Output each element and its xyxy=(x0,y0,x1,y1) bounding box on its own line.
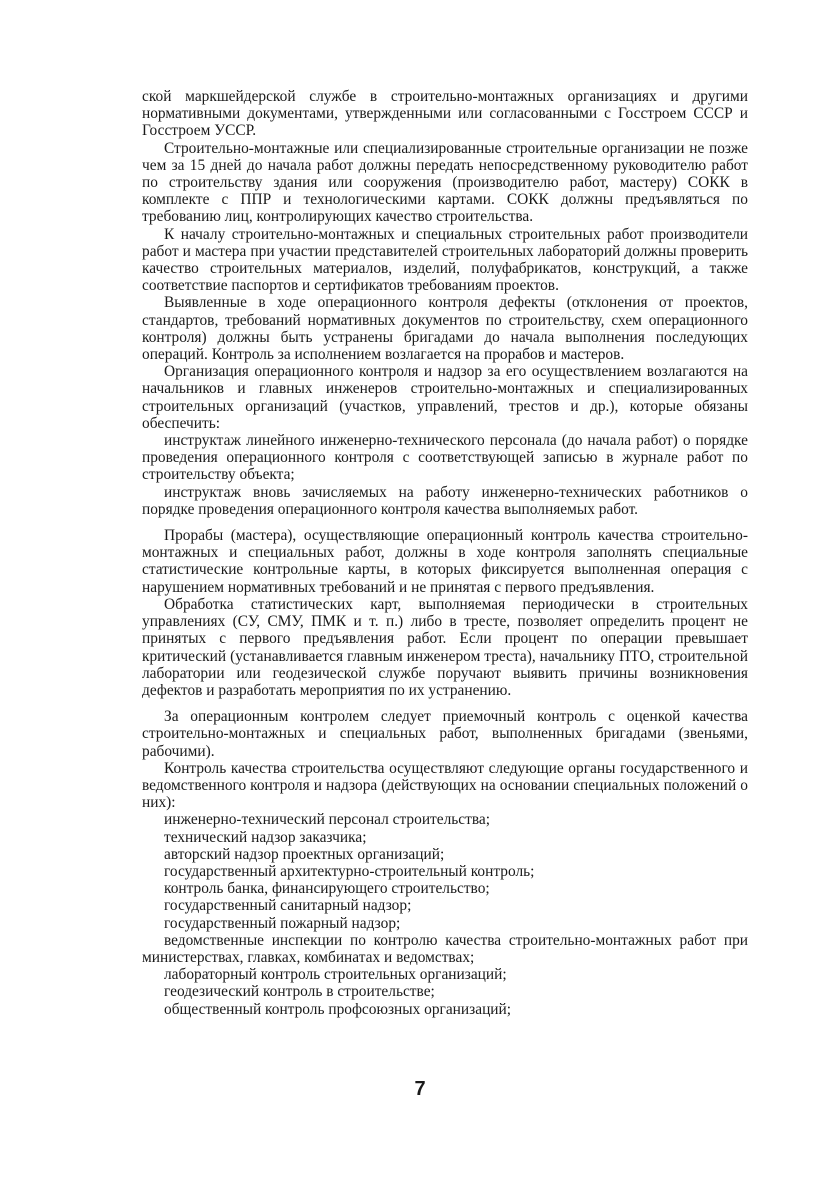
list-item: геодезический контроль в строительстве; xyxy=(164,983,435,1001)
paragraph-material-check: К началу строительно-монтажных и специальных строительных работ производители работ и мастера при участии представителей строительных лабораторий должны проверить качество строительных материалов, изделий, полуфабрикатов, конструкций, а также соответствие паспортов и сертификатов требованиям проектов. xyxy=(142,225,748,295)
paragraph-continuation: ской маркшейдерской службе в строительно-монтажных организациях и другими нормативными документами, утвержденными или согласованными с Госстроем СССР и Госстроем УССР. xyxy=(142,88,748,140)
paragraph-defects: Выявленные в ходе операционного контроля дефекты (отклонения от проектов, стандартов, требований нормативных документов по строительству, схем операционного контроля) должны быть устранены бригадами до начала выполнения последующих операций. Контроль за исполнением возлагается на прорабов и мастеров. xyxy=(142,294,748,364)
page-number: 7 xyxy=(414,1078,426,1100)
list-item: государственный пожарный надзор; xyxy=(164,914,401,932)
list-item: государственный санитарный надзор; xyxy=(164,897,412,915)
paragraph-control-bodies: Контроль качества строительства осуществляют следующие органы государственного и ведомственного контроля и надзора (действующих на основании специальных положений о них): xyxy=(142,759,748,812)
list-item: инженерно-технический персонал строительства; xyxy=(164,811,491,829)
paragraph-organization: Организация операционного контроля и надзор за его осуществлением возлагаются на начальников и главных инженеров строительно-монтажных и специализированных строительных организаций (участков, управлений, трестов и др.), которые обязаны обеспечить: xyxy=(142,363,748,432)
paragraph-instruction-new: инструктаж вновь зачисляемых на работу инженерно-технических работников о порядке проведения операционного контроля качества выполняемых работ. xyxy=(142,483,748,518)
control-bodies-list xyxy=(142,811,748,1017)
list-item: общественный контроль профсоюзных организаций; xyxy=(164,1000,512,1018)
paragraph-statistics: Обработка статистических карт, выполняемая периодически в строительных управлениях (СУ, СМУ, ПМК и т. п.) либо в тресте, позволяет определить процент не принятых с первого предъявления работ. Если процент по операции превышает критический (устанавливается главным инженером треста), начальнику ПТО, строительной лаборатории или геодезической службе поручают выявить причины возникновения дефектов и разработать мероприятия по их устранению. xyxy=(142,595,748,699)
body-text xyxy=(142,88,748,1018)
list-item: технический надзор заказчика; xyxy=(164,828,367,846)
list-item: авторский надзор проектных организаций; xyxy=(164,845,445,863)
paragraph-foremen: Прорабы (мастера), осуществляющие операционный контроль качества строительно-монтажных и специальных работ, должны в ходе контроля заполнять специальные статистические контрольные карты, в которых фиксируется выполненная операция с нарушением нормативных требований и не принятая с первого предъявления. xyxy=(142,527,748,596)
paragraph-instruction-linear: инструктаж линейного инженерно-технического персонала (до начала работ) о порядке проведения операционного контроля с соответствующей записью в журнале работ по строительству объекта; xyxy=(142,432,748,484)
paragraph-sokk-transfer: Строительно-монтажные или специализированные строительные организации не позже чем за 15 дней до начала работ должны передать непосредственному руководителю работ по строительству здания или сооружения (производителю работ, мастеру) СОКК в комплекте с ППР и технологическими картами. СОКК должны предъявляться по требованию лиц, контролирующих качество строительства. xyxy=(142,139,748,226)
list-item: контроль банка, финансирующего строительство; xyxy=(164,880,490,898)
paragraph-acceptance: За операционным контролем следует приемочный контроль с оценкой качества строительно-монтажных и специальных работ, выполненных бригадами (звеньями, рабочими). xyxy=(142,708,748,760)
list-item: лабораторный контроль строительных организаций; xyxy=(164,966,507,984)
list-item: государственный архитектурно-строительный контроль; xyxy=(164,862,535,880)
list-item: ведомственные инспекции по контролю качества строительно-монтажных работ при министерствах, главках, комбинатах и ведомствах; xyxy=(142,931,748,966)
